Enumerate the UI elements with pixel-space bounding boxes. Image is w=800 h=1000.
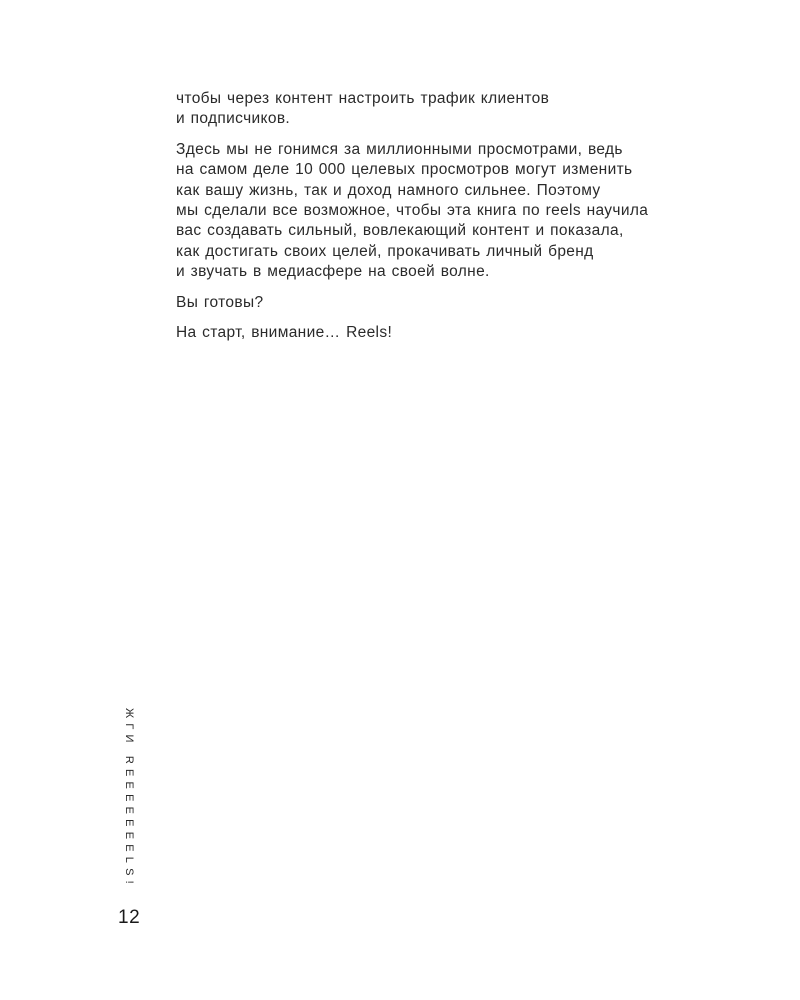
running-head: ЖГИ REEEEEEELS! xyxy=(123,708,135,889)
page-number: 12 xyxy=(118,907,141,928)
text-line: и звучать в медиасфере на своей волне. xyxy=(176,262,490,280)
paragraph-3 xyxy=(176,293,736,313)
text-line: Здесь мы не гонимся за миллионными просмотрами, ведь xyxy=(176,141,623,159)
text-line: и подписчиков. xyxy=(176,110,291,128)
text-line: На старт, внимание… Reels! xyxy=(176,324,393,342)
text-line: мы сделали все возможное, чтобы эта книга по reels научила xyxy=(176,201,649,219)
paragraph-4 xyxy=(176,323,736,343)
paragraph-1 xyxy=(176,89,736,130)
text-line: на самом деле 10 000 целевых просмотров могут изменить xyxy=(176,161,633,179)
text-line: вас создавать сильный, вовлекающий контент и показала, xyxy=(176,222,624,240)
body-text xyxy=(176,89,736,354)
text-line: чтобы через контент настроить трафик клиентов xyxy=(176,90,550,107)
text-line: как достигать своих целей, прокачивать личный бренд xyxy=(176,242,594,260)
text-line: Вы готовы? xyxy=(176,293,264,311)
paragraph-2 xyxy=(176,140,736,282)
text-line: как вашу жизнь, так и доход намного сильнее. Поэтому xyxy=(176,181,601,199)
